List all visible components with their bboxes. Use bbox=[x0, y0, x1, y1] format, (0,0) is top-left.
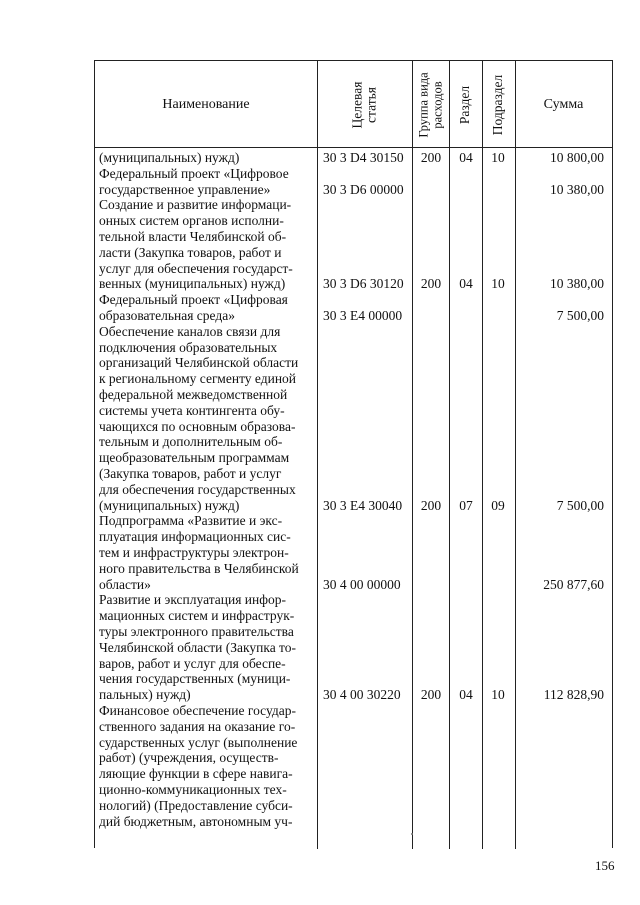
entry-expense-group: 200 bbox=[420, 497, 442, 513]
entry-amount: 7 500,00 bbox=[556, 308, 604, 323]
header-target-article-cell bbox=[317, 61, 412, 148]
name-line: чения государственных (муници- bbox=[99, 671, 291, 687]
entry-code: 30 4 00 00000 bbox=[323, 576, 401, 592]
page-number: 156 bbox=[595, 858, 615, 873]
header-subsection: Подраздел bbox=[490, 74, 506, 135]
name-line: ласти (Закупка товаров, работ и bbox=[99, 244, 282, 260]
entry-code: 30 3 E4 00000 bbox=[323, 308, 403, 323]
name-line: ционно-коммуникационных тех- bbox=[99, 782, 287, 797]
name-line: онных систем органов исполни- bbox=[99, 213, 284, 229]
name-line: (Закупка товаров, работ и услуг bbox=[99, 466, 282, 481]
entry-amount: 10 800,00 bbox=[550, 150, 604, 165]
entry-amount: 10 380,00 bbox=[550, 181, 604, 197]
header-expense-group-cell bbox=[412, 61, 449, 148]
header-target-article-line1: Целевая bbox=[349, 81, 365, 128]
name-line: (муниципальных) нужд) bbox=[99, 150, 240, 165]
entry-subsection: 09 bbox=[491, 497, 505, 513]
header-section: Раздел bbox=[457, 85, 473, 124]
name-line: Создание и развитие информаци- bbox=[99, 197, 292, 213]
entry-section: 07 bbox=[459, 497, 473, 513]
name-line: Развитие и эксплуатация инфор- bbox=[99, 592, 286, 608]
header-subsection-cell bbox=[482, 61, 515, 148]
name-line: к региональному сегменту единой bbox=[99, 371, 297, 387]
header-expense-group-line1: Группа вида bbox=[416, 71, 431, 138]
entry-code: 30 4 00 30220 bbox=[323, 687, 401, 703]
entry-code: 30 3 D6 00000 bbox=[323, 181, 404, 197]
entry-subsection: 10 bbox=[491, 276, 505, 292]
name-line: (муниципальных) нужд) bbox=[99, 497, 240, 513]
entry-expense-group: 200 bbox=[420, 276, 442, 292]
entry-expense-group: 200 bbox=[420, 150, 442, 165]
name-line: тельной власти Челябинской об- bbox=[99, 229, 287, 244]
name-line: мационных систем и инфраструк- bbox=[99, 608, 295, 624]
header-target-article-line2: статья bbox=[363, 86, 379, 123]
entry-amount: 112 828,90 bbox=[543, 687, 604, 703]
entry-amount: 250 877,60 bbox=[543, 576, 604, 592]
header-amount-cell bbox=[515, 61, 612, 148]
name-line: ного правительства в Челябинской bbox=[99, 560, 299, 576]
entry-amount: 10 380,00 bbox=[550, 276, 604, 292]
name-line: Финансовое обеспечение государ- bbox=[99, 703, 296, 718]
entry-expense-group: 200 bbox=[420, 687, 442, 703]
name-line: тем и инфраструктуры электрон- bbox=[99, 545, 289, 560]
name-line: Обеспечение каналов связи для bbox=[99, 323, 281, 339]
entry-amount: 7 500,00 bbox=[556, 497, 604, 513]
name-line: подключения образовательных bbox=[99, 339, 278, 355]
name-line: сударственных услуг (выполнение bbox=[99, 734, 298, 750]
name-line: щеобразовательным программам bbox=[99, 450, 290, 466]
header-expense-group-line2: расходов bbox=[430, 80, 445, 129]
header-section-cell bbox=[449, 61, 482, 148]
entry-code: 30 3 D6 30120 bbox=[323, 276, 404, 292]
header-expense-group bbox=[417, 72, 445, 137]
header-name-cell bbox=[95, 61, 317, 148]
name-line: федеральной межведомственной bbox=[99, 387, 288, 402]
name-line: области» bbox=[99, 576, 151, 592]
header-target-article bbox=[351, 81, 379, 128]
name-line: нологий) (Предоставление субси- bbox=[99, 797, 293, 813]
name-line: ляющие функции в сфере навига- bbox=[99, 766, 293, 782]
name-line: варов, работ и услуг для обеспе- bbox=[99, 655, 286, 671]
name-line: чающихся по основным образова- bbox=[99, 418, 296, 434]
name-line: венных (муниципальных) нужд) bbox=[99, 276, 286, 292]
name-line: организаций Челябинской области bbox=[99, 355, 299, 371]
entry-section: 04 bbox=[459, 687, 473, 703]
name-line: Федеральный проект «Цифровая bbox=[99, 292, 288, 308]
name-line: Подпрограмма «Развитие и экс- bbox=[99, 513, 283, 529]
table-body bbox=[95, 148, 612, 848]
name-line: дий бюджетным, автономным уч- bbox=[99, 813, 293, 829]
name-line: государственное управление» bbox=[99, 181, 271, 197]
name-line: Федеральный проект «Цифровое bbox=[99, 165, 289, 181]
header-amount: Сумма bbox=[543, 96, 584, 112]
entry-section: 04 bbox=[459, 150, 473, 165]
entry-code: 30 3 D4 30150 bbox=[323, 150, 404, 165]
name-line: услуг для обеспечения государст- bbox=[99, 260, 293, 276]
name-line: пальных) нужд) bbox=[99, 687, 191, 703]
name-line: плуатация информационных сис- bbox=[99, 529, 291, 545]
name-line: тельным и дополнительным об- bbox=[99, 434, 283, 450]
name-line: для обеспечения государственных bbox=[99, 481, 296, 497]
name-line: Челябинской области (Закупка то- bbox=[99, 639, 297, 655]
name-line: ственного задания на оказание го- bbox=[99, 718, 296, 734]
entry-code: 30 3 E4 30040 bbox=[323, 497, 403, 513]
name-line: образовательная среда» bbox=[99, 308, 235, 323]
entry-subsection: 10 bbox=[491, 687, 505, 703]
scan-speck bbox=[411, 833, 413, 835]
table-header bbox=[95, 61, 612, 148]
entry-section: 04 bbox=[459, 276, 473, 292]
header-name: Наименование bbox=[162, 96, 250, 112]
budget-table bbox=[94, 60, 613, 848]
entry-subsection: 10 bbox=[491, 150, 505, 165]
name-line: работ) (учреждения, осуществ- bbox=[99, 750, 279, 766]
name-line: системы учета контингента обу- bbox=[99, 402, 285, 418]
name-line: туры электронного правительства bbox=[99, 624, 294, 639]
